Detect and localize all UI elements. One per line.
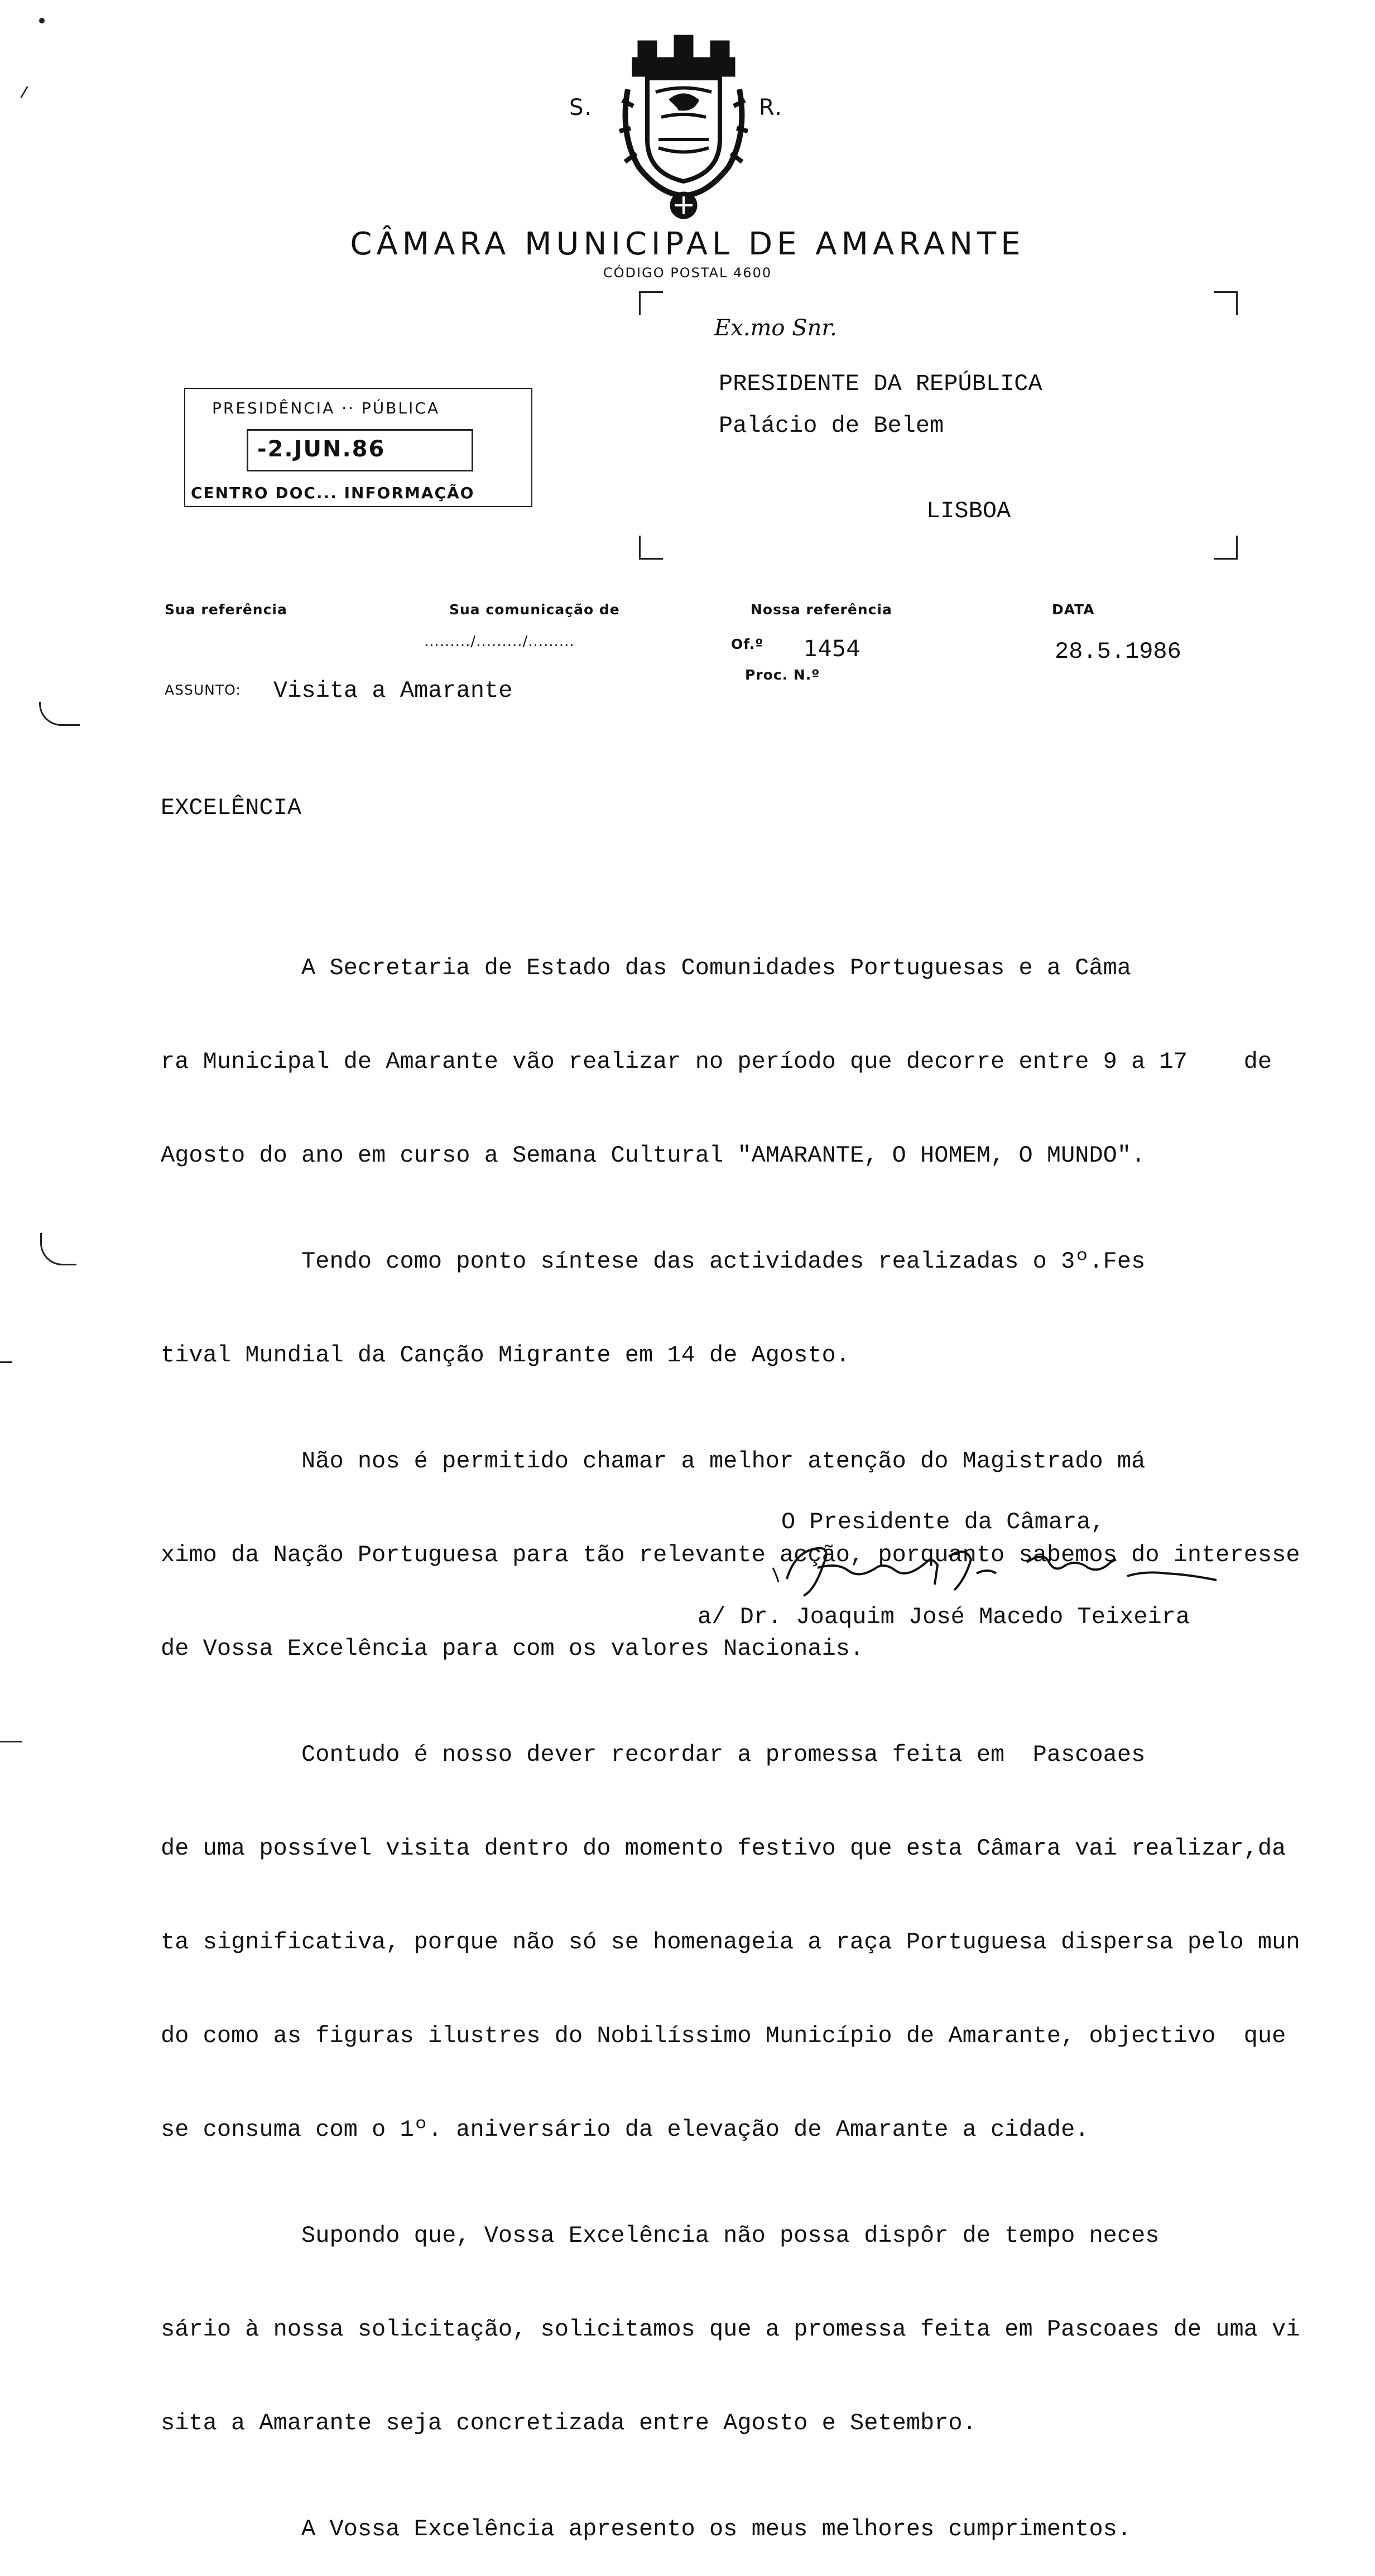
address-bracket-bottom-left (639, 536, 663, 560)
stamp-top-text: PRESIDÊNCIA ·· PÚBLICA (212, 399, 440, 417)
institution-title: CÂMARA MUNICIPAL DE AMARANTE (350, 226, 1025, 262)
data-label: DATA (1052, 601, 1095, 618)
body-line: sita a Amarante seja concretizada entre Agosto e Setembro. (161, 2410, 977, 2437)
r-letter: R. (759, 95, 783, 121)
stamp-date-box (247, 429, 473, 471)
of-number: 1454 (804, 636, 860, 662)
body-line: do como as figuras ilustres do Nobilíssimo Município de Amarante, objectivo que (161, 2023, 1286, 2049)
subject-value: Visita a Amarante (273, 677, 513, 704)
body-line: Agosto do ano em curso a Semana Cultural "AMARANTE, O HOMEM, O MUNDO". (161, 1142, 1146, 1169)
scan-mark (20, 86, 39, 98)
stamp-date: -2.JUN.86 (257, 436, 386, 462)
proc-label: Proc. N.º (745, 667, 820, 683)
stamp-bottom-text: CENTRO DOC... INFORMAÇÃO (191, 484, 475, 502)
body-line: de uma possível visita dentro do momento festivo que esta Câmara vai realizar,da (161, 1835, 1286, 1862)
fold-mark (0, 1741, 22, 1742)
letter-body (161, 890, 1300, 2576)
received-stamp (184, 388, 532, 507)
coat-of-arms-emblem (617, 28, 751, 223)
recipient-city: LISBOA (926, 498, 1011, 524)
greeting: EXCELÊNCIA (161, 795, 302, 821)
body-line: A Vossa Excelência apresento os meus melhores cumprimentos. (161, 2516, 1132, 2543)
signatory-name: a/ Dr. Joaquim José Macedo Teixeira (698, 1604, 1190, 1630)
subject-label: ASSUNTO: (165, 682, 241, 698)
body-line: Tendo como ponto síntese das actividades realizadas o 3º.Fes (161, 1248, 1146, 1275)
recipient-address: Palácio de Belem (719, 412, 944, 439)
sua-comunicacao-value: ........./........./......... (424, 633, 575, 650)
letter-date: 28.5.1986 (1055, 638, 1181, 665)
of-label: Of.º (731, 636, 764, 652)
address-bracket-bottom-right (1214, 536, 1238, 560)
body-line: ta significativa, porque não só se homenageia a raça Portuguesa dispersa pelo mun (161, 1929, 1300, 1956)
recipient-title: PRESIDENTE DA REPÚBLICA (719, 370, 1042, 397)
address-bracket-top-right (1214, 291, 1238, 315)
address-bracket-top-left (639, 291, 663, 315)
body-line: Contudo é nosso dever recordar a promessa feita em Pascoaes (161, 1741, 1146, 1768)
body-line: ximo da Nação Portuguesa para tão relevante acção, porquanto sabemos do interesse (161, 1542, 1300, 1568)
closing-title: O Presidente da Câmara, (781, 1509, 1105, 1535)
body-line: tival Mundial da Canção Migrante em 14 de Agosto. (161, 1342, 850, 1369)
fold-mark (0, 1361, 12, 1363)
body-line: se consuma com o 1º. aniversário da elevação de Amarante a cidade. (161, 2116, 1089, 2143)
body-line: Não nos é permitido chamar a melhor atenção do Magistrado má (161, 1448, 1146, 1475)
handwritten-signature (765, 1540, 1222, 1601)
body-line: Supondo que, Vossa Excelência não possa dispôr de tempo neces (161, 2222, 1160, 2249)
fold-mark (40, 1233, 76, 1265)
postal-code: CÓDIGO POSTAL 4600 (603, 265, 772, 281)
sua-referencia-label: Sua referência (165, 601, 287, 618)
nossa-referencia-label: Nossa referência (751, 601, 892, 618)
scan-mark (39, 18, 45, 23)
body-line: ra Municipal de Amarante vão realizar no período que decorre entre 9 a 17 de (161, 1048, 1272, 1075)
recipient-salutation: Ex.mo Snr. (714, 315, 837, 341)
body-line: A Secretaria de Estado das Comunidades Portuguesas e a Câma (161, 955, 1132, 981)
sua-comunicacao-label: Sua comunicação de (449, 601, 620, 618)
s-letter: S. (569, 95, 593, 121)
body-line: sário à nossa solicitação, solicitamos que a promessa feita em Pascoaes de uma vi (161, 2316, 1300, 2343)
fold-mark (39, 702, 80, 726)
body-line: de Vossa Excelência para com os valores Nacionais. (161, 1635, 864, 1662)
